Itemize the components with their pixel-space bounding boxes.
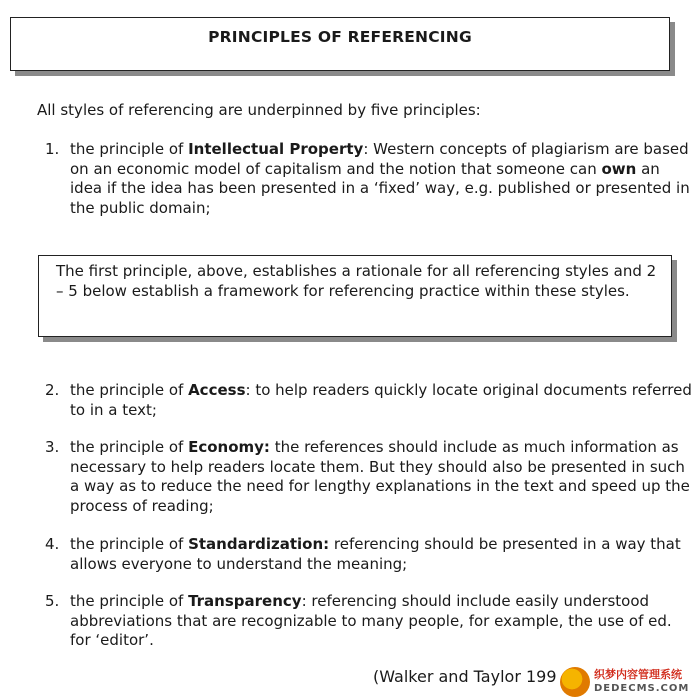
title-box (10, 17, 670, 71)
watermark-logo-icon (560, 667, 590, 697)
watermark (560, 664, 700, 699)
watermark-en: DEDECMS.COM (594, 682, 690, 694)
citation: (Walker and Taylor 199 (373, 667, 557, 686)
watermark-cn: 织梦内容管理系统 (594, 667, 682, 681)
principle-2: 2. the principle of Access: to help readers quickly locate original documents referred to in a text; (45, 381, 692, 419)
principle-5: 5. the principle of Transparency: referencing should include easily understood abbreviations that are recognizable to many people, for example, the use of ed. for ‘editor’. (45, 592, 672, 649)
principle-1: 1. the principle of Intellectual Property: Western concepts of plagiarism are based on an economic model of capitalism and the notion that someone can own an idea if the idea has been presented in a ‘fixed’ way, e.g. published or presented in the public domain; (45, 140, 690, 217)
page-title: PRINCIPLES OF REFERENCING (208, 28, 472, 46)
principle-3: 3. the principle of Economy: the references should include as much information as necessary to help readers locate them. But they should also be presented in such a way as to reduce the need for lengthy explanations in the text and speed up the process of reading; (45, 438, 690, 515)
note-box (38, 255, 672, 337)
principle-4: 4. the principle of Standardization: referencing should be presented in a way that allows everyone to understand the meaning; (45, 535, 681, 573)
intro-text: All styles of referencing are underpinned by five principles: (37, 101, 481, 119)
note-text: The first principle, above, establishes a rationale for all referencing styles and 2 – 5 below establish a framework for referencing practice within these styles. (56, 262, 657, 300)
